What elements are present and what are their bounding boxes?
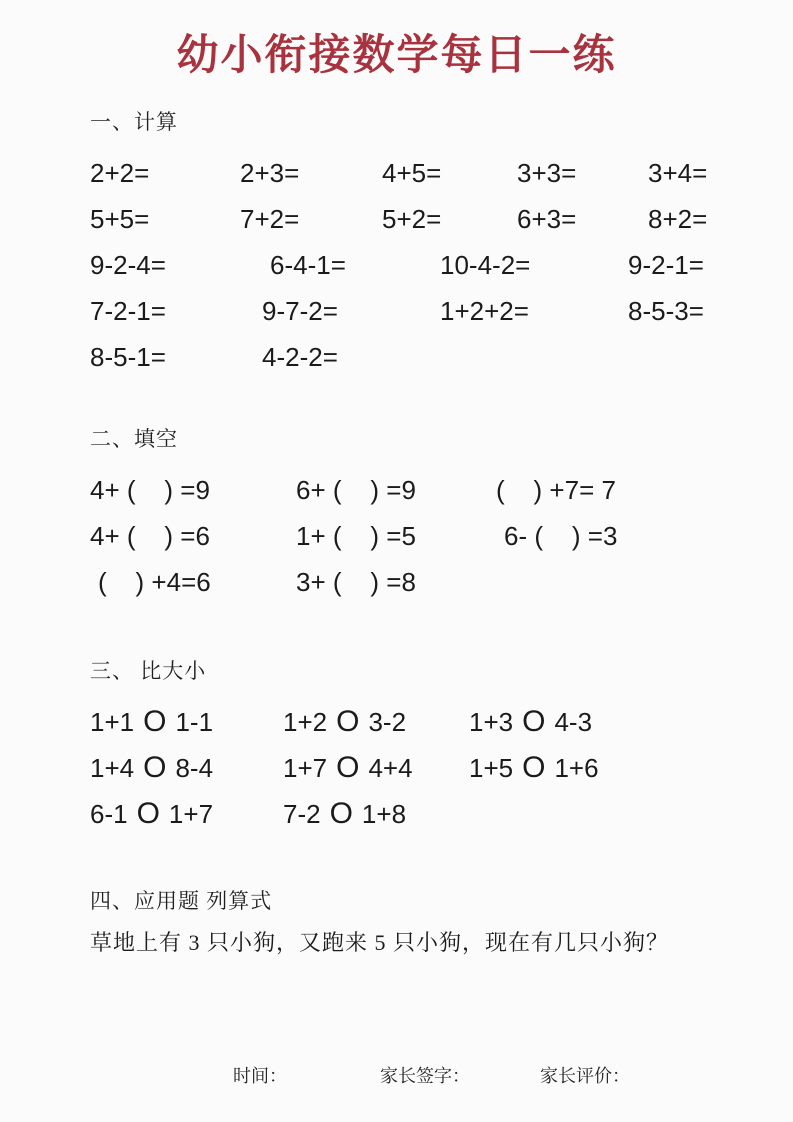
compare-problem [283,799,469,830]
compare-circle: O [143,705,167,738]
fill-problem: 1+ ( ) =5 [296,520,416,551]
calc-problem: 3+3= [517,157,577,188]
calc-problem: 10-4-2= [440,249,531,280]
calc-problem: 4-2-2= [262,341,338,372]
section-heading-word-problem: 四、应用题 列算式 [90,889,273,913]
compare-left: 1+3 [469,706,514,737]
compare-right: 1-1 [175,706,214,737]
compare-right: 1+7 [168,798,214,829]
calc-problem: 8+2= [648,203,708,234]
calc-problem: 2+2= [90,157,150,188]
worksheet-content [0,108,793,959]
compare-problem [283,707,469,738]
calc-problem: 1+2+2= [440,295,529,326]
compare-right: 4-3 [554,706,593,737]
compare-circle: O [336,751,360,784]
compare-problem [90,707,283,738]
fill-problem: 4+ ( ) =6 [90,520,210,551]
fill-row-1 [90,467,705,513]
calc-problem: 8-5-3= [628,295,704,326]
calc-problem: 2+3= [240,157,300,188]
compare-right: 1+6 [554,752,599,783]
compare-circle: O [136,797,160,830]
calc-problem: 8-5-1= [90,341,166,372]
section-heading-compare: 三、 比大小 [90,659,207,683]
calc-problem: 6-4-1= [270,249,346,280]
fill-problem: 6- ( ) =3 [504,520,618,551]
calc-problem: 4+5= [382,157,442,188]
calc-problem: 5+5= [90,203,150,234]
compare-problem [469,707,705,738]
compare-left: 1+7 [283,752,328,783]
calc-problem: 5+2= [382,203,442,234]
calc-problem: 6+3= [517,203,577,234]
calc-row-5 [90,334,705,380]
compare-left: 1+2 [283,706,328,737]
compare-circle: O [143,751,167,784]
compare-problem [90,799,283,830]
compare-circle: O [336,705,360,738]
calc-row-3 [90,242,705,288]
calc-row-1 [90,150,708,196]
compare-right: 4+4 [368,752,413,783]
compare-right: 8-4 [175,752,214,783]
compare-problem [90,753,283,784]
fill-problem: 6+ ( ) =9 [296,474,416,505]
compare-row-2 [90,745,705,791]
compare-problem [469,753,705,784]
compare-row-1 [90,699,705,745]
worksheet-title: 幼小衔接数学每日一练 [176,33,617,79]
parent-evaluation-label: 家长评价： [540,1066,630,1086]
compare-left: 1+4 [90,752,135,783]
fill-blank-rows [90,467,705,605]
compare-rows [90,699,705,837]
time-label: 时间： [233,1066,287,1086]
fill-problem: ( ) +7= 7 [496,474,616,505]
parent-signature-label: 家长签字： [380,1066,470,1086]
calc-row-2 [90,196,708,242]
compare-left: 7-2 [283,798,321,829]
calc-problem: 9-2-4= [90,249,166,280]
section-heading-calculation: 一、计算 [90,110,178,134]
calc-problem: 7+2= [240,203,300,234]
fill-problem: ( ) +4=6 [98,566,211,597]
calc-problem: 7-2-1= [90,295,166,326]
compare-circle: O [522,751,546,784]
calc-problem: 9-7-2= [262,295,338,326]
compare-circle: O [329,797,353,830]
worksheet-footer [0,1062,793,1088]
compare-right: 1+8 [361,798,407,829]
compare-left: 1+5 [469,752,514,783]
compare-circle: O [522,705,546,738]
compare-problem [283,753,469,784]
fill-row-2 [90,513,705,559]
calc-problem: 9-2-1= [628,249,704,280]
section-heading-fill-blank: 二、填空 [90,427,178,451]
compare-right: 3-2 [368,706,407,737]
fill-problem: 4+ ( ) =9 [90,474,210,505]
fill-problem: 3+ ( ) =8 [296,566,416,597]
compare-row-3 [90,791,705,837]
fill-row-3 [90,559,705,605]
word-problem-text: 草地上有 3 只小狗，又跑来 5 只小狗，现在有几只小狗？ [90,930,670,955]
calculation-rows [90,150,708,380]
calc-row-4 [90,288,705,334]
compare-left: 1+1 [90,706,135,737]
calc-problem: 3+4= [648,157,708,188]
compare-left: 6-1 [90,798,128,829]
